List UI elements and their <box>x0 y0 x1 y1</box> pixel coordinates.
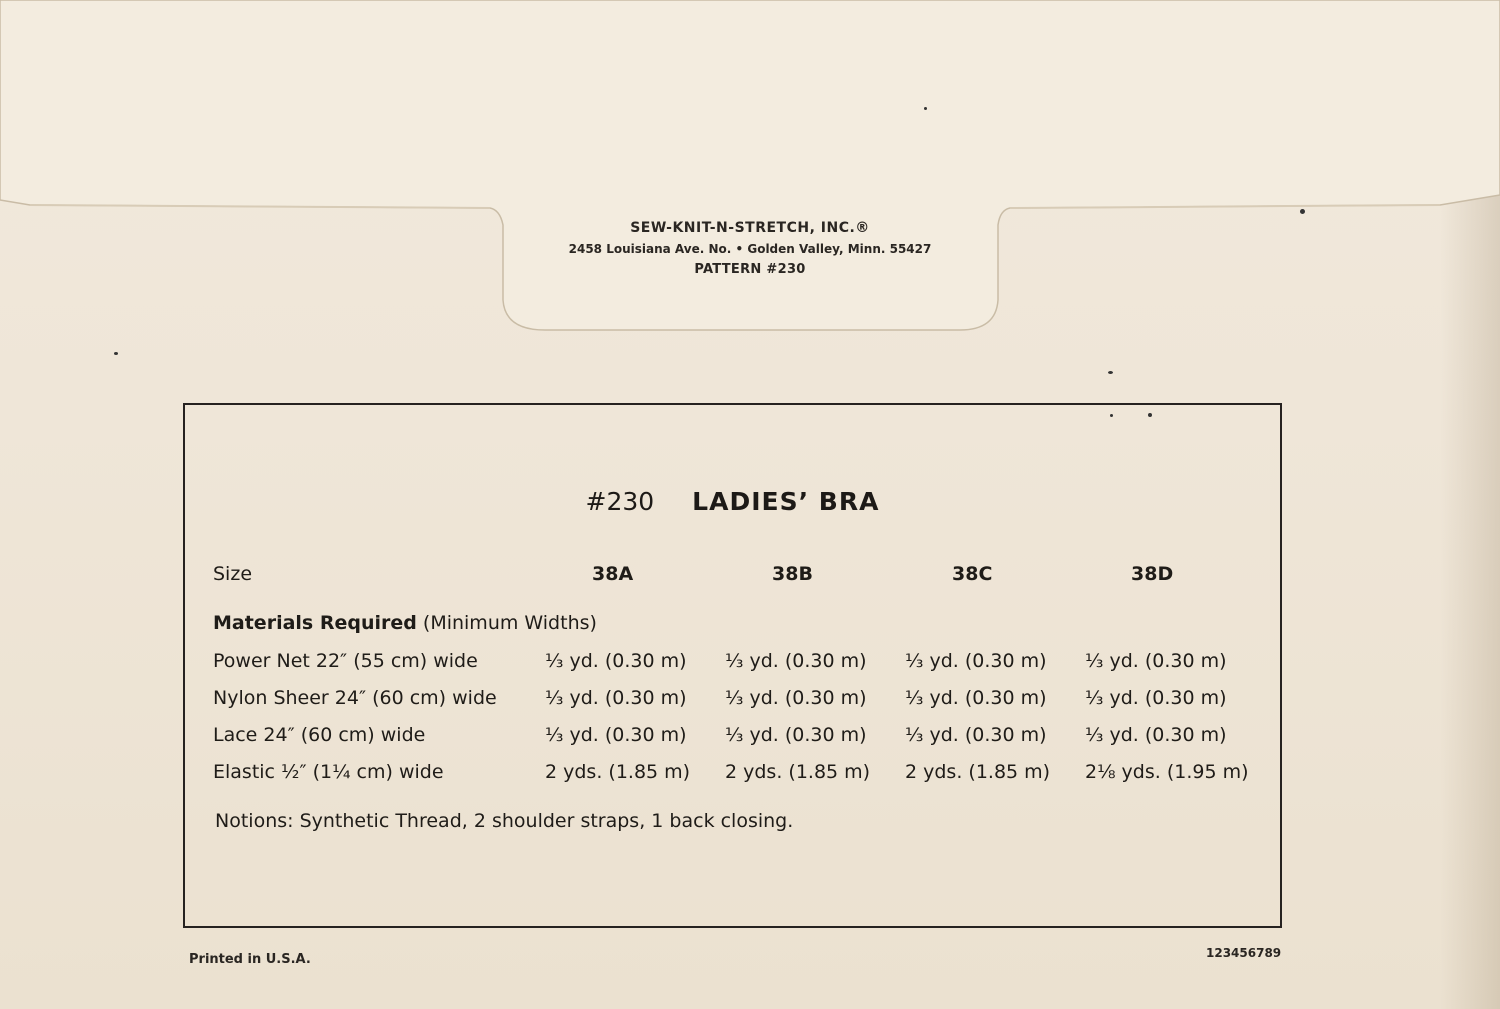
return-address <box>500 220 1000 277</box>
materials-subtitle: (Minimum Widths) <box>422 612 597 634</box>
printed-in-label: Printed in U.S.A. <box>189 952 311 967</box>
paper-speck <box>1148 413 1152 417</box>
material-row <box>185 650 1280 680</box>
material-row <box>185 687 1280 717</box>
flap-outline <box>0 0 1500 335</box>
notions-text: Notions: Synthetic Thread, 2 shoulder straps, 1 back closing. <box>215 810 794 832</box>
material-amount: ⅓ yd. (0.30 m) <box>1085 724 1227 746</box>
paper-speck <box>1108 371 1113 374</box>
pattern-spec-box <box>183 403 1282 928</box>
materials-heading <box>185 612 1280 642</box>
material-amount: ⅓ yd. (0.30 m) <box>1085 687 1227 709</box>
material-amount: ⅓ yd. (0.30 m) <box>545 650 687 672</box>
size-label: Size <box>213 563 253 585</box>
material-amount: ⅓ yd. (0.30 m) <box>725 650 867 672</box>
company-name: SEW-KNIT-N-STRETCH, INC.® <box>630 220 870 236</box>
material-amount: 2⅛ yds. (1.95 m) <box>1085 761 1249 783</box>
material-amount: ⅓ yd. (0.30 m) <box>545 724 687 746</box>
material-amount: ⅓ yd. (0.30 m) <box>905 650 1047 672</box>
material-amount: 2 yds. (1.85 m) <box>725 761 871 783</box>
material-amount: ⅓ yd. (0.30 m) <box>725 687 867 709</box>
material-row <box>185 761 1280 791</box>
size-header: 38C <box>952 563 993 585</box>
paper-speck <box>114 352 118 355</box>
material-amount: ⅓ yd. (0.30 m) <box>545 687 687 709</box>
spec-number: #230 <box>585 487 655 516</box>
material-label: Elastic ½″ (1¼ cm) wide <box>213 761 444 783</box>
material-row <box>185 724 1280 754</box>
code-number: 123456789 <box>1206 946 1282 960</box>
envelope-flap <box>0 0 1500 335</box>
size-header: 38B <box>772 563 813 585</box>
company-address: 2458 Louisiana Ave. No. • Golden Valley, Minn. 55427 <box>568 242 932 256</box>
size-header: 38D <box>1131 563 1174 585</box>
size-header: 38A <box>592 563 634 585</box>
materials-title: Materials Required <box>213 612 417 634</box>
paper-speck <box>1110 414 1113 417</box>
material-label: Lace 24″ (60 cm) wide <box>213 724 426 746</box>
material-amount: 2 yds. (1.85 m) <box>545 761 691 783</box>
paper-speck <box>924 107 927 110</box>
pattern-number: PATTERN #230 <box>694 262 806 277</box>
material-amount: 2 yds. (1.85 m) <box>905 761 1051 783</box>
spec-heading <box>185 487 1280 516</box>
paper-speck <box>1300 209 1305 214</box>
material-amount: ⅓ yd. (0.30 m) <box>905 687 1047 709</box>
spec-title: LADIES’ BRA <box>692 487 880 516</box>
material-label: Nylon Sheer 24″ (60 cm) wide <box>213 687 497 709</box>
material-amount: ⅓ yd. (0.30 m) <box>725 724 867 746</box>
material-amount: ⅓ yd. (0.30 m) <box>905 724 1047 746</box>
material-amount: ⅓ yd. (0.30 m) <box>1085 650 1227 672</box>
material-label: Power Net 22″ (55 cm) wide <box>213 650 478 672</box>
size-row <box>185 563 1280 593</box>
